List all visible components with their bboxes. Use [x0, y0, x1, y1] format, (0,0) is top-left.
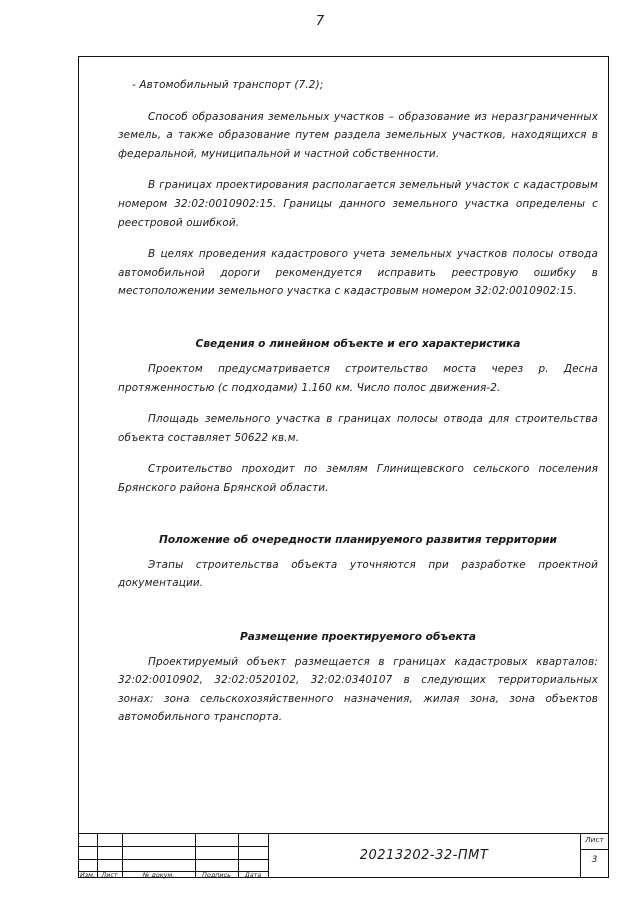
sheet-label: Лист: [585, 835, 604, 844]
heading-placement: Размещение проектируемого объекта: [240, 630, 476, 643]
stamp-col-signature: Подпись: [202, 871, 231, 879]
sheet-number: 3: [591, 855, 598, 865]
paragraph-placement: Проектируемый объект размещается в границах кадастровых кварталов: 32:02:0010902, 32:02:0520102, 32:02:0340107 в следующих территориальных зонах: зона сельскохозяйственного назначения, жилая зона, зона объектов автомобильного транспорта.: [118, 655, 598, 724]
heading-linear-object: Сведения о линейном объекте и его характеристика: [195, 337, 521, 350]
paragraph-area: Площадь земельного участка в границах полосы отвода для строительства объекта составляет 50622 кв.м.: [118, 413, 598, 444]
page-number: 7: [315, 14, 325, 29]
paragraph-formation: Способ образования земельных участков – образование из неразграниченных земель, а также образование путем раздела земельных участков, находящихся в федеральной, муниципальной и частной собственности.: [118, 110, 598, 160]
paragraph-boundaries: В границах проектирования располагается земельный участок с кадастровым номером 32:02:0010902:15. Границы данного земельного участка определены с реестровой ошибкой.: [118, 179, 598, 229]
title-block: [78, 833, 609, 878]
paragraph-cadastral: В целях проведения кадастрового учета земельных участков полосы отвода автомобильной дороги рекомендуется исправить реестровую ошибку в местоположении земельного участка с кадастровым номером 32:02:0010902:15.: [118, 248, 598, 298]
paragraph-bridge: Проектом предусматривается строительство моста через р. Десна протяженностью (с подходами) 1.160 км. Число полос движения-2.: [118, 362, 598, 394]
heading-development-order: Положение об очередности планируемого развития территории: [159, 533, 557, 546]
stamp-col-change: Изм.: [79, 871, 96, 879]
paragraph-stages: Этапы строительства объекта уточняются при разработке проектной документации.: [118, 558, 598, 590]
document-code: 20213202-32-ПМТ: [359, 848, 489, 863]
stamp-col-doc-number: № докум.: [142, 871, 175, 879]
stamp-col-date: Дата: [244, 871, 262, 879]
document-body: [118, 76, 598, 727]
stamp-col-sheet: Лист: [101, 871, 118, 879]
bullet-line: - Автомобильный транспорт (7.2);: [132, 79, 324, 91]
paragraph-lands: Строительство проходит по землям Глинищевского сельского поселения Брянского района Брянской области.: [118, 463, 598, 494]
